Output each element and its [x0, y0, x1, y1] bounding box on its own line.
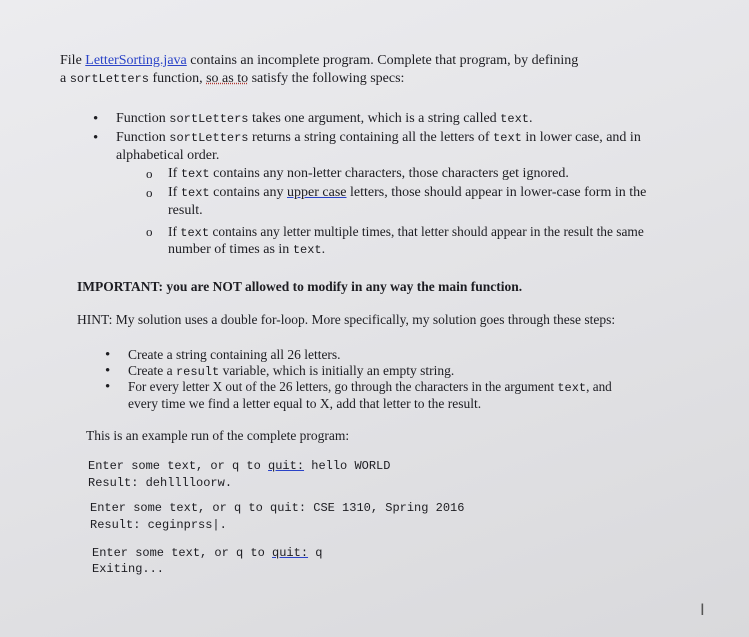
- intro-text: so as to: [206, 71, 249, 86]
- step-1: Create a string containing all 26 letters.: [128, 347, 341, 362]
- intro-text: function,: [148, 71, 207, 86]
- step-3: For every letter X out of the 26 letters, go through the characters in the argument text, and: [128, 379, 612, 395]
- bullet-icon: •: [93, 111, 99, 127]
- spec-item-2: Function sortLetters returns a string containing all the letters of text in lower case, and in: [116, 130, 641, 145]
- intro-text: satisfy the following specs:: [248, 71, 405, 86]
- spec-item-1: Function sortLetters takes one argument, which is a string called text.: [116, 111, 533, 126]
- spec-sub-2-cont: result.: [168, 203, 203, 218]
- intro-text: contains an incomplete program. Complete that program, by defining: [186, 53, 579, 68]
- run-3-prompt: Enter some text, or q to quit: q: [92, 546, 323, 560]
- intro-line-2: [60, 70, 404, 88]
- run-3-exit: Exiting...: [92, 562, 165, 576]
- run-1-prompt: Enter some text, or q to quit: hello WORLD: [88, 459, 391, 473]
- spec-sub-2: If text contains any upper case letters, those should appear in lower-case form in the: [168, 185, 647, 200]
- circle-bullet-icon: o: [146, 185, 153, 200]
- spec-sub-1: If text contains any non-letter characters, those characters get ignored.: [168, 166, 569, 181]
- hint-text: HINT: My solution uses a double for-loop. More specifically, my solution goes through these steps:: [77, 312, 616, 327]
- intro-line-1: [60, 52, 578, 70]
- intro-text: a: [60, 71, 70, 86]
- example-intro: This is an example run of the complete program:: [86, 428, 350, 443]
- bullet-icon: •: [93, 130, 99, 146]
- run-2-result: Result: ceginprss|.: [90, 518, 227, 532]
- spec-sub-3: If text contains any letter multiple times, that letter should appear in the result the same: [168, 224, 644, 240]
- bullet-icon: •: [105, 347, 111, 363]
- run-2-prompt: Enter some text, or q to quit: CSE 1310, Spring 2016: [90, 501, 465, 515]
- run-1-result: Result: dehlllloorw.: [88, 476, 233, 490]
- circle-bullet-icon: o: [146, 224, 153, 239]
- text-cursor-icon: I: [700, 600, 705, 619]
- function-name-code: sortLetters: [69, 72, 149, 86]
- step-2: Create a result variable, which is initially an empty string.: [128, 363, 455, 379]
- spec-sub-3-cont: number of times as in text.: [168, 242, 326, 257]
- bullet-icon: •: [105, 363, 111, 379]
- circle-bullet-icon: o: [146, 166, 153, 181]
- filename-link[interactable]: LetterSorting.java: [85, 53, 187, 68]
- intro-text: File: [60, 53, 86, 68]
- spec-item-2-cont: alphabetical order.: [116, 148, 220, 163]
- step-3-cont: every time we find a letter equal to X, add that letter to the result.: [128, 396, 482, 411]
- important-note: IMPORTANT: you are NOT allowed to modify in any way the main function.: [77, 279, 523, 294]
- bullet-icon: •: [105, 379, 111, 395]
